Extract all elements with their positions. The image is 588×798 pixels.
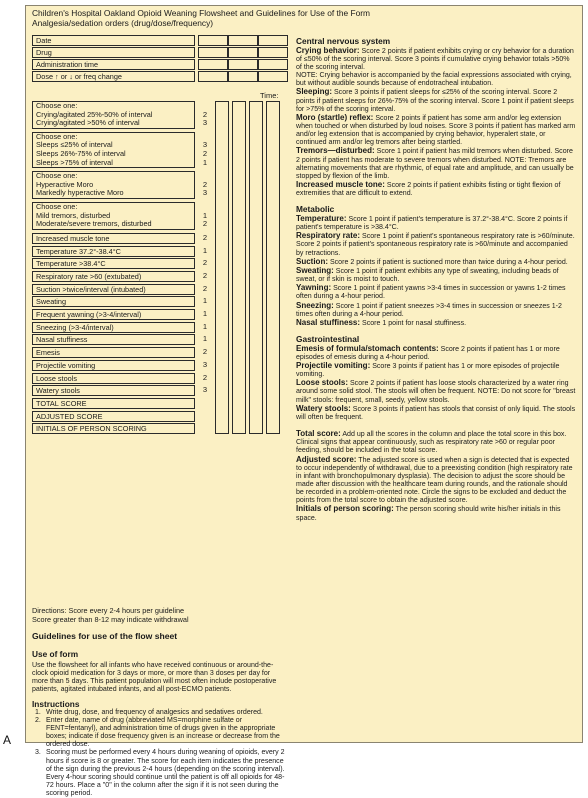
directions — [32, 607, 289, 624]
section-heading: Metabolic — [296, 204, 335, 215]
score-row-label: TOTAL SCORE — [32, 398, 195, 409]
guideline-term: Moro (startle) reflex: — [296, 112, 374, 122]
guideline-term: Temperature: — [296, 214, 347, 223]
form-header — [32, 8, 572, 28]
score-group-line: Choose one: — [36, 202, 78, 211]
score-value: 2 — [202, 219, 208, 229]
guideline-term: Sleeping: — [296, 87, 333, 97]
score-group-line: Choose one: — [36, 171, 78, 181]
score-row-label: Suction >twice/interval (intubated) — [32, 284, 195, 295]
score-group-line: Sleeps 26%-75% of interval — [36, 148, 126, 158]
score-value: 3 — [202, 385, 208, 395]
time-entry-column[interactable] — [232, 101, 246, 434]
guideline-entry — [296, 215, 577, 232]
score-value: 2 — [202, 270, 208, 280]
order-entry-cell[interactable] — [258, 47, 288, 58]
score-row-label: Nasal stuffiness — [32, 334, 195, 345]
score-value: 3 — [202, 118, 208, 128]
guideline-entry — [296, 72, 577, 88]
score-value: 2 — [202, 258, 208, 268]
instruction-item: 3. Scoring must be performed every 4 hours during weaning of opioids, every 2 hours if score is 8 or greater. The score for each item indicates the presence of the sign during the previous 2-4 hours (depending on the scoring interval). Every 4-hour scoring should continue until the patient is off all opioids for 48-72 hours. Place a "0" in the column after the sign if it is not seen during the scoring period. — [35, 749, 285, 798]
guideline-text: Score 2 points if patient has some arm and/or leg extension when touched or when disturbed by loud noises. Score 3 points if patient has marked arm and/or leg extension that is accompanied by crying behavior, hyperalert state, or continued arm and/or leg tremors after being startled. — [296, 114, 576, 147]
order-entry-cell[interactable] — [198, 59, 228, 70]
score-value: 2 — [202, 347, 208, 357]
use-of-form-section — [32, 649, 287, 798]
score-value: 1 — [202, 296, 208, 306]
guideline-entry — [296, 181, 577, 198]
order-entry-cell[interactable] — [258, 35, 288, 46]
time-entry-column[interactable] — [266, 101, 280, 434]
time-label: Time: — [260, 91, 279, 100]
score-value: 1 — [202, 334, 208, 344]
directions-line: Directions: Score every 2-4 hours per guideline — [32, 606, 185, 615]
score-values — [198, 133, 212, 167]
score-row-label: Projectile vomiting — [32, 360, 195, 371]
score-group — [32, 101, 195, 129]
instruction-item: 1. Write drug, dose, and frequency of analgesics and sedatives ordered. — [35, 708, 263, 716]
score-row-label: Respiratory rate >60 (extubated) — [32, 271, 195, 282]
guideline-term: Total score: — [296, 429, 341, 439]
guideline-entry — [296, 379, 577, 404]
score-value: 1 — [202, 309, 208, 318]
guideline-text: Score 1 point for nasal stuffiness. — [360, 319, 467, 327]
guideline-entry — [296, 302, 577, 319]
guideline-text: Score 3 points if patient has stools that consist of only liquid. The stools will often be frequent. — [296, 405, 576, 421]
guideline-entry — [296, 47, 577, 72]
score-value: 3 — [202, 140, 208, 150]
score-row-label: Emesis — [32, 347, 195, 358]
guideline-text: Score 1 point if patient's spontaneous respiratory rate is >60/minute. Score 2 points if patient's spontaneous respiratory rate is >60/minute and accompanied by retractions. — [296, 233, 575, 257]
order-entry-cell[interactable] — [228, 47, 258, 58]
guidelines-heading: Guidelines for use of the flow sheet — [32, 631, 178, 641]
score-row-label: Frequent yawning (>3-4/interval) — [32, 309, 195, 320]
form-title: Children's Hospital Oakland Opioid Weaning Flowsheet and Guidelines for Use of the Form — [32, 8, 371, 18]
guideline-entry — [296, 362, 577, 379]
guideline-text: Score 2 points if patient has 1 or more episodes of emesis during a 4-hour period. — [296, 345, 560, 361]
guideline-text: Score 2 points if patient exhibits crying or cry behavior for a duration of ≤50% of the scoring interval. Score 3 points if cumulative crying behavior totals >50% of the scoring interval. — [296, 47, 574, 71]
order-row-label: Administration time — [32, 59, 195, 70]
guideline-entry — [296, 505, 577, 522]
figure-letter: A — [3, 733, 12, 747]
guideline-entry — [296, 267, 577, 284]
use-of-form-text: Use the flowsheet for all infants who have received continuous or around-the-clock opioid medication for 3 days or more, or more than 3 doses per day for more than 5 days. This patient population will most often include postoperative patients, agitated intubated infants, and all post-ECMO patients. — [32, 662, 277, 694]
order-entry-cell[interactable] — [228, 71, 258, 82]
score-value: 2 — [202, 109, 208, 119]
order-row-label: Date — [32, 35, 195, 46]
order-entry-cell[interactable] — [228, 35, 258, 46]
score-row-label: Increased muscle tone — [32, 233, 195, 244]
guideline-entry — [296, 114, 577, 148]
guideline-term: Sweating: — [296, 265, 334, 275]
score-group-line: Crying/agitated >50% of interval — [36, 118, 140, 128]
score-group-line: Markedly hyperactive Moro — [36, 188, 124, 198]
guideline-term: Sneezing: — [296, 300, 334, 310]
guideline-term: Loose stools: — [296, 378, 349, 388]
score-value: 2 — [202, 148, 208, 158]
guideline-entry — [296, 232, 577, 257]
score-value: 3 — [202, 188, 208, 198]
section-heading: Central nervous system — [296, 36, 391, 46]
instruction-item: 2. Enter date, name of drug (abbreviated MS=morphine sulfate or FENT=fentanyl), and administration time of drugs given in the appropriate boxes; indicate if dose frequency given is an increase or decrease from the ordered dose. — [35, 716, 280, 749]
score-value: 2 — [202, 372, 208, 382]
score-value: 3 — [202, 359, 208, 369]
score-value: 2 — [202, 232, 208, 242]
score-value: 1 — [202, 210, 208, 220]
guideline-text: Score 2 points if patient has loose stools characterized by a water ring around some solid stool. The stools will often be frequent. NOTE: Do not score for "breast milk" stools: frequent, small, seedy, yellow stools. — [296, 380, 576, 404]
score-group — [32, 132, 195, 168]
guideline-term: Increased muscle tone: — [296, 180, 385, 190]
guideline-term: Suction: — [296, 256, 328, 266]
guideline-entry — [296, 319, 577, 328]
score-value: 1 — [202, 245, 208, 255]
score-group-line: Moderate/severe tremors, disturbed — [36, 219, 152, 229]
score-row-label: Temperature >38.4°C — [32, 258, 195, 269]
time-entry-column[interactable] — [215, 101, 229, 434]
guideline-text: Score 1 point if patient's temperature is 37.2°-38.4°C. Score 2 points if patient's temperature is >38.4°C. — [296, 216, 568, 232]
guideline-text: The adjusted score is used when a sign is detected that is expected to occur independently of withdrawal, due to a preexisting condition (high respiratory rate in infant with bronchopulmonary dysplasia). The decision to adjust the score should be made after discussion with the healthcare team during rounds, and the rationale should be recorded in a problem-oriented note. Circle the signs to be excluded and deduct the points from the total score to obtain the adjusted score. — [296, 456, 573, 505]
order-entry-cell[interactable] — [198, 47, 228, 58]
guideline-term: Tremors—disturbed: — [296, 146, 375, 156]
score-group-line: Choose one: — [36, 131, 78, 141]
score-values — [198, 203, 212, 229]
score-group-line: Crying/agitated 25%-50% of interval — [36, 109, 153, 119]
guideline-entry — [296, 405, 577, 422]
guideline-entry — [296, 258, 577, 267]
guideline-entry — [296, 345, 577, 362]
score-row-label: ADJUSTED SCORE — [32, 411, 195, 422]
guideline-text: The person scoring should write his/her initials in this space. — [296, 506, 561, 522]
guideline-term: Initials of person scoring: — [296, 504, 394, 514]
score-value: 1 — [202, 321, 208, 331]
score-group-line: Sleeps >75% of interval — [36, 157, 113, 167]
order-entry-cell[interactable] — [198, 71, 228, 82]
instructions-heading: Instructions — [32, 698, 80, 709]
guideline-text: Score 1 point if patient has mild tremors when disturbed. Score 2 points if patient has moderate to severe tremors when disturbed. NOTE: Tremors are alternating movements that are rhythmic, of equal rate and amplitude, and can usually be stopped by flexion of the limb. — [296, 148, 574, 180]
guideline-term: Projectile vomiting: — [296, 360, 371, 370]
guideline-term: Crying behavior: — [296, 45, 360, 55]
guidelines-column — [296, 37, 577, 523]
score-row-label: Loose stools — [32, 373, 195, 384]
score-group — [32, 171, 195, 199]
guideline-entry — [296, 430, 577, 455]
time-entry-column[interactable] — [249, 101, 263, 434]
score-row-label: Watery stools — [32, 385, 195, 396]
score-row-label: INITIALS OF PERSON SCORING — [32, 423, 195, 434]
directions-line: Score greater than 8-12 may indicate withdrawal — [32, 614, 189, 624]
use-of-form-heading: Use of form — [32, 649, 79, 659]
guideline-text: Score 1 point if patient sneezes >3-4 times in succession or sneezes 1-2 times often during a 4-hour period. — [296, 302, 562, 318]
guideline-entry — [296, 456, 577, 506]
order-row-label: Drug — [32, 47, 195, 58]
guideline-entry — [296, 88, 577, 113]
orders-caption: Analgesia/sedation orders (drug/dose/frequency) — [32, 18, 214, 28]
order-row-label: Dose ↑ or ↓ or freq change — [32, 71, 195, 82]
guideline-text: NOTE: Crying behavior is accompanied by the facial expressions associated with crying, but without audible sounds because of endotracheal intubation. — [296, 72, 572, 88]
order-entry-cell[interactable] — [198, 35, 228, 46]
section-heading: Gastrointestinal — [296, 334, 360, 345]
guideline-text: Add up all the scores in the column and place the total score in this box. Clinical signs that appear continuously, such as respiratory rate >60 or regular poor feeding, should be included in the total score. — [296, 431, 567, 455]
score-group — [32, 202, 195, 230]
guideline-text: Score 1 point if patient yawns >3-4 times in succession or yawns 1-2 times often during a 4-hour period. — [296, 285, 566, 301]
guideline-text: Score 3 points if patient sleeps for ≤25% of the scoring interval. Score 2 points if patient sleeps for 26%-75% of the scoring interval. Score 1 point if patient sleeps for >75% of the scoring interval. — [296, 89, 574, 113]
instructions-list — [32, 709, 287, 798]
score-group-line: Sleeps ≤25% of interval — [36, 140, 113, 150]
guideline-text: Score 3 points if patient has 1 or more episodes of projectile vomiting. — [296, 362, 560, 379]
guideline-term: Yawning: — [296, 283, 332, 293]
score-group-line: Hyperactive Moro — [36, 179, 94, 189]
score-value: 1 — [202, 157, 208, 167]
guideline-text: Score 1 point if patient exhibits any type of sweating, including beads of sweat, or if skin is moist to touch. — [296, 267, 559, 284]
score-row-label: Sweating — [32, 296, 195, 307]
order-entry-cell[interactable] — [228, 59, 258, 70]
score-value: 2 — [202, 179, 208, 189]
score-group-line: Mild tremors, disturbed — [36, 210, 111, 220]
guideline-entry — [296, 284, 577, 301]
score-values — [198, 172, 212, 198]
order-entry-cell[interactable] — [258, 71, 288, 82]
score-value: 2 — [202, 283, 208, 293]
score-values — [198, 102, 212, 128]
guideline-term: Respiratory rate: — [296, 231, 361, 241]
score-row-label: Sneezing (>3-4/interval) — [32, 322, 195, 333]
guideline-term: Adjusted score: — [296, 454, 357, 464]
guideline-term: Emesis of formula/stomach contents: — [296, 343, 439, 353]
score-group-line: Choose one: — [36, 101, 78, 110]
score-row-label: Temperature 37.2°-38.4°C — [32, 246, 195, 257]
guideline-term: Nasal stuffiness: — [296, 317, 361, 327]
order-entry-cell[interactable] — [258, 59, 288, 70]
guideline-term: Watery stools: — [296, 403, 351, 413]
guideline-entry — [296, 147, 577, 181]
flowsheet-page — [25, 5, 583, 798]
guideline-text: Score 2 points if patient exhibits fisting or tight flexion of extremities that are difficult to extend. — [296, 182, 561, 198]
guideline-text: Score 2 points if patient is suctioned more than twice during a 4-hour period. — [328, 258, 568, 266]
